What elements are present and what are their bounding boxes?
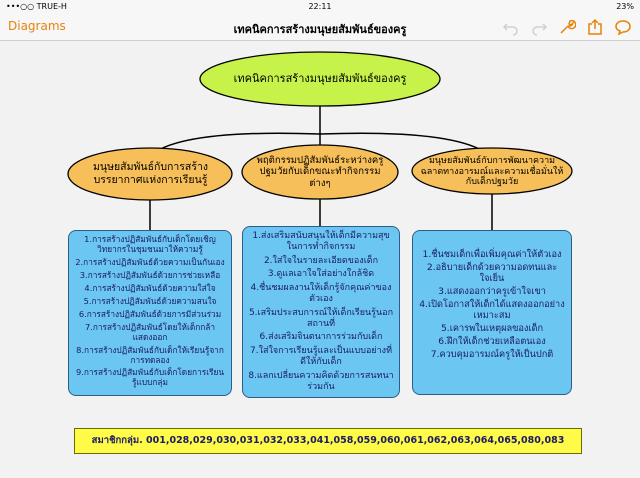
list-item: 4.ชื่นชมผลงานให้เด็กรู้จักคุณค่าของตัวเอง: [250, 283, 392, 304]
category-node-3[interactable]: มนุษยสัมพันธ์กับการพัฒนาความฉลาดทางอารมณ์และความเชื่อมั่นให้กับเด็กปฐมวัย: [420, 155, 564, 188]
clock: 22:11: [308, 2, 332, 11]
list-item: 1.ชื่นชมเด็กเพื่อเพิ่มคุณค่าให้ตัวเอง: [422, 249, 562, 260]
toolbar: [502, 18, 632, 36]
list-item: 8.การสร้างปฏิสัมพันธ์กับเด็กให้เรียนรู้จากการทดลอง: [76, 344, 224, 365]
list-item: 1.ส่งเสริมสนับสนุนให้เด็กมีความสุขในการทำกิจกรรม: [252, 231, 390, 252]
list-item: 8.แลกเปลี่ยนความคิดด้วยการสนทนาร่วมกัน: [248, 370, 394, 392]
detail-box-3[interactable]: [412, 230, 572, 395]
wrench-icon[interactable]: [558, 18, 576, 36]
back-button[interactable]: Diagrams: [8, 19, 66, 33]
list-item: 6.การสร้างปฏิสัมพันธ์ด้วยการมีส่วนร่วม: [78, 308, 222, 319]
list-item: 5.การสร้างปฏิสัมพันธ์ด้วยความสนใจ: [83, 295, 217, 306]
document-title: เทคนิคการสร้างมนุษยสัมพันธ์ของครู: [233, 23, 407, 36]
undo-icon[interactable]: [502, 18, 520, 36]
category-node-1[interactable]: มนุษยสัมพันธ์กับการสร้างบรรยากาศแห่งการเรียนรู้: [93, 161, 208, 186]
status-bar: [0, 0, 640, 14]
list-item: 2.การสร้างปฏิสัมพันธ์ด้วยความเป็นกันเอง: [75, 256, 225, 267]
list-item: 2.ใส่ใจในรายละเอียดของเด็ก: [263, 255, 379, 266]
detail-box-1[interactable]: [68, 230, 232, 396]
list-item: 6.ส่งเสริมจินตนาการร่วมกับเด็ก: [259, 332, 383, 343]
root-node[interactable]: เทคนิคการสร้างมนุษยสัมพันธ์ของครู: [233, 72, 407, 86]
detail-box-2[interactable]: [242, 226, 400, 398]
comment-icon[interactable]: [614, 18, 632, 36]
list-item: 3.แสดงออกว่าครูเข้าใจเขา: [438, 286, 546, 298]
list-item: 2.อธิบายเด็กด้วยความอดทนและใจเย็น: [426, 262, 558, 285]
group-members-box[interactable]: สมาชิกกลุ่ม. 001,028,029,030,031,032,033,041,058,059,060,061,062,063,064,065,080,083: [74, 428, 582, 454]
carrier-label: •••○○ TRUE-H: [6, 2, 67, 11]
category-node-2[interactable]: พฤติกรรมปฏิสัมพันธ์ระหว่างครูปฐมวัยกับเด็กขณะทำกิจกรรมต่างๆ: [256, 154, 384, 189]
list-item: 3.ดูแลเอาใจใส่อย่างใกล้ชิด: [267, 269, 375, 280]
list-item: 7.ควบคุมอารมณ์ครูให้เป็นปกติ: [430, 349, 554, 361]
list-item: 5.เสริมประสบการณ์ให้เด็กเรียนรู้นอกสถานที่: [248, 307, 394, 329]
battery-label: 23%: [616, 2, 634, 11]
list-item: 4.การสร้างปฏิสัมพันธ์ด้วยความใส่ใจ: [84, 282, 216, 293]
list-item: 1.การสร้างปฏิสัมพันธ์กับเด็กโดยเชิญวิทยากรในชุมชนมาให้ความรู้: [84, 234, 216, 254]
list-item: 3.การสร้างปฏิสัมพันธ์ด้วยการช่วยเหลือ: [79, 269, 221, 280]
list-item: 7.การสร้างปฏิสัมพันธ์โดยให้เด็กกล้าแสดงออก: [84, 321, 216, 342]
list-item: 7.ใส่ใจการเรียนรู้และเป็นแบบอย่างที่ดีให้กับเด็ก: [249, 346, 393, 367]
nav-bar: [0, 14, 640, 41]
redo-icon[interactable]: [530, 18, 548, 36]
list-item: 5.เคารพในเหตุผลของเด็ก: [440, 323, 544, 335]
list-item: 6.ฝึกให้เด็กช่วยเหลือตนเอง: [438, 336, 546, 348]
list-item: 4.เปิดโอกาสให้เด็กได้แสดงออกอย่างเหมาะสม: [419, 299, 565, 322]
share-icon[interactable]: [586, 18, 604, 36]
diagram-canvas: [0, 41, 640, 478]
list-item: 9.การสร้างปฏิสัมพันธ์กับเด็กโดยการเรียนรู้แบบกลุ่ม: [75, 367, 225, 388]
